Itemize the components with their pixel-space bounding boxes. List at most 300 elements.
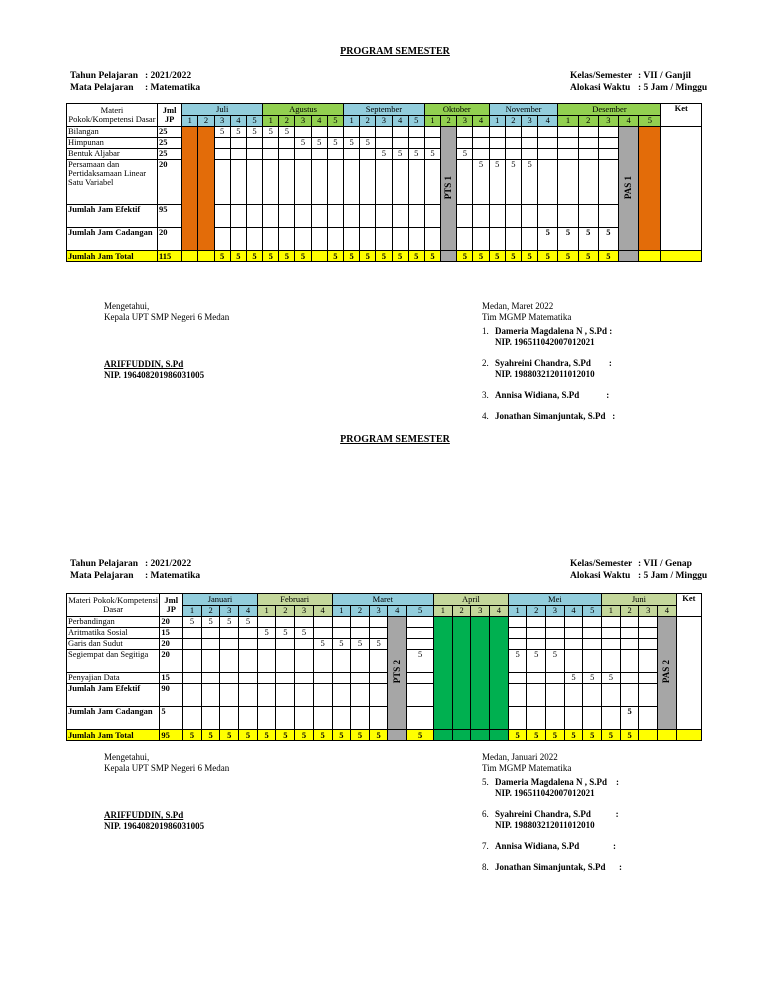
header-months <box>67 104 702 116</box>
week-cell: 5 <box>214 127 230 138</box>
week-cell <box>527 684 546 707</box>
week-cell <box>351 673 370 684</box>
total-ket <box>676 730 701 741</box>
week-cell <box>239 673 258 684</box>
week-cell <box>639 673 658 684</box>
week-cell <box>351 707 370 730</box>
week-number: 2 <box>279 115 295 127</box>
kepala-sekolah-title: Kepala UPT SMP Negeri 6 Medan <box>104 763 230 773</box>
total-cell: 5 <box>522 251 538 262</box>
member-number: 6. <box>482 809 489 819</box>
week-cell <box>522 138 538 149</box>
team-members <box>482 777 742 873</box>
team-member <box>482 390 742 401</box>
row-materi: Jumlah Jam Efektif <box>67 684 160 707</box>
alokasi-value: : 5 Jam / Minggu <box>638 83 708 93</box>
header-ket: Ket <box>661 104 702 127</box>
week-cell: 5 <box>311 138 327 149</box>
total-cell: 5 <box>276 730 295 741</box>
week-cell <box>246 138 262 149</box>
week-cell <box>201 684 220 707</box>
week-cell <box>620 617 639 628</box>
week-cell <box>327 160 343 205</box>
week-cell <box>424 228 440 251</box>
week-cell <box>473 228 489 251</box>
week-cell <box>276 650 295 673</box>
row-jp: 95 <box>157 205 181 228</box>
tahun-label: Tahun Pelajaran <box>70 71 139 81</box>
week-cell: 5 <box>332 639 351 650</box>
total-cell: 5 <box>407 730 434 741</box>
week-cell: 5 <box>407 650 434 673</box>
total-cell: 5 <box>602 730 621 741</box>
total-cell: 5 <box>360 251 376 262</box>
week-number: 2 <box>276 605 295 617</box>
total-cell <box>441 251 457 262</box>
total-cell: 5 <box>313 730 332 741</box>
week-cell <box>351 617 370 628</box>
total-row <box>67 251 702 262</box>
holiday-column <box>639 127 661 251</box>
week-cell <box>489 127 505 138</box>
week-cell: 5 <box>558 228 578 251</box>
row-jp: 20 <box>160 617 183 628</box>
week-number: 3 <box>598 115 618 127</box>
row-jp: 90 <box>160 684 183 707</box>
week-cell <box>558 160 578 205</box>
meta-left-1 <box>70 70 200 94</box>
week-cell: 5 <box>578 228 598 251</box>
week-number: 4 <box>619 115 639 127</box>
team-member <box>482 841 742 852</box>
member-name: Annisa Widiana, S.Pd : <box>495 841 616 851</box>
holiday-column <box>198 127 214 251</box>
week-cell: 5 <box>505 160 521 205</box>
week-cell <box>295 684 314 707</box>
week-cell <box>546 628 565 639</box>
week-number: 2 <box>360 115 376 127</box>
week-cell <box>620 684 639 707</box>
week-number: 1 <box>508 605 527 617</box>
week-cell <box>369 673 388 684</box>
total-cell <box>182 251 198 262</box>
week-cell <box>376 127 392 138</box>
week-cell <box>230 138 246 149</box>
week-cell <box>239 707 258 730</box>
week-cell <box>332 707 351 730</box>
alokasi-label: Alokasi Waktu <box>570 571 631 581</box>
week-cell <box>578 149 598 160</box>
week-cell: 5 <box>376 149 392 160</box>
week-number: 2 <box>527 605 546 617</box>
week-cell <box>246 149 262 160</box>
week-cell <box>620 673 639 684</box>
week-cell <box>183 684 202 707</box>
table-row <box>67 650 702 673</box>
total-cell: 5 <box>344 251 360 262</box>
week-cell <box>522 149 538 160</box>
holiday-column <box>452 617 471 730</box>
week-cell: 5 <box>360 138 376 149</box>
week-cell: 5 <box>546 650 565 673</box>
week-cell <box>598 160 618 205</box>
header-months <box>67 594 702 606</box>
week-cell <box>214 149 230 160</box>
week-cell <box>408 228 424 251</box>
member-nip: NIP. 196511042007012021 <box>495 788 595 798</box>
week-number: 4 <box>313 605 332 617</box>
team-member <box>482 411 742 422</box>
kepala-sekolah-name: ARIFFUDDIN, S.Pd <box>104 359 184 369</box>
week-cell <box>360 228 376 251</box>
week-cell <box>508 707 527 730</box>
left-signature-1 <box>104 301 229 381</box>
week-cell <box>295 650 314 673</box>
team-member <box>482 326 742 337</box>
member-name: Annisa Widiana, S.Pd : <box>495 390 610 400</box>
total-cell: 5 <box>332 730 351 741</box>
week-cell <box>564 650 583 673</box>
row-materi: Jumlah Jam Efektif <box>67 205 158 228</box>
week-number: 5 <box>246 115 262 127</box>
week-cell <box>407 707 434 730</box>
holiday-column <box>490 617 509 730</box>
week-cell <box>276 617 295 628</box>
week-cell <box>489 228 505 251</box>
total-cell <box>198 251 214 262</box>
week-cell <box>538 138 558 149</box>
team-member <box>482 862 742 873</box>
week-cell <box>639 617 658 628</box>
week-cell <box>332 684 351 707</box>
week-cell <box>376 138 392 149</box>
mapel-label: Mata Pelajaran <box>70 83 134 93</box>
week-cell <box>522 205 538 228</box>
month-juli: Juli <box>182 104 263 116</box>
week-cell: 5 <box>344 138 360 149</box>
week-cell <box>424 205 440 228</box>
week-number: 1 <box>182 115 198 127</box>
row-materi: Garis dan Sudut <box>67 639 160 650</box>
header-materi: Materi Pokok/Kompetensi Dasar <box>67 594 160 617</box>
week-cell: 5 <box>279 127 295 138</box>
pas-column <box>658 617 677 730</box>
week-cell <box>360 160 376 205</box>
total-cell <box>619 251 639 262</box>
kepala-sekolah-name: ARIFFUDDIN, S.Pd <box>104 810 184 820</box>
week-cell <box>295 707 314 730</box>
total-cell: 5 <box>257 730 276 741</box>
week-cell <box>295 127 311 138</box>
header-jml: Jml JP <box>160 594 183 617</box>
week-number: 3 <box>214 115 230 127</box>
week-cell <box>239 628 258 639</box>
week-cell <box>295 205 311 228</box>
week-cell <box>392 228 408 251</box>
week-cell <box>220 684 239 707</box>
week-cell <box>564 617 583 628</box>
total-cell: 5 <box>239 730 258 741</box>
week-cell <box>214 138 230 149</box>
week-cell: 5 <box>295 138 311 149</box>
week-cell <box>578 205 598 228</box>
week-number: 2 <box>452 605 471 617</box>
week-cell <box>558 138 578 149</box>
row-materi: Bentuk Aljabar <box>67 149 158 160</box>
pts-column <box>388 617 407 730</box>
total-cell: 5 <box>392 251 408 262</box>
week-cell: 5 <box>598 228 618 251</box>
mapel-value: : Matematika <box>145 571 201 581</box>
row-jp: 20 <box>160 650 183 673</box>
week-cell: 5 <box>239 617 258 628</box>
week-cell <box>295 160 311 205</box>
week-cell <box>276 707 295 730</box>
week-cell <box>239 639 258 650</box>
month-juni: Juni <box>602 594 677 606</box>
week-cell <box>538 127 558 138</box>
week-cell <box>407 628 434 639</box>
week-cell <box>408 160 424 205</box>
total-label: Jumlah Jam Total <box>67 251 158 262</box>
week-cell <box>257 707 276 730</box>
week-cell <box>489 149 505 160</box>
week-cell <box>639 639 658 650</box>
week-cell <box>344 149 360 160</box>
header-jml: Jml JP <box>157 104 181 127</box>
place-date: Medan, Maret 2022 <box>482 301 554 311</box>
week-cell <box>620 650 639 673</box>
total-cell: 5 <box>457 251 473 262</box>
week-cell <box>313 673 332 684</box>
member-nip: NIP. 198803212011012010 <box>495 820 595 830</box>
week-number: 1 <box>344 115 360 127</box>
week-number: 1 <box>558 115 578 127</box>
week-cell <box>620 639 639 650</box>
week-cell: 5 <box>424 149 440 160</box>
week-cell <box>489 138 505 149</box>
pas-column-label: PAS 2 <box>661 660 672 684</box>
member-name: Syahreini Chandra, S.Pd : <box>495 358 612 368</box>
week-cell <box>564 628 583 639</box>
week-number: 4 <box>388 605 407 617</box>
week-cell <box>279 138 295 149</box>
week-number: 3 <box>376 115 392 127</box>
week-number: 2 <box>198 115 214 127</box>
week-cell: 5 <box>527 650 546 673</box>
week-cell <box>263 160 279 205</box>
week-cell <box>457 160 473 205</box>
week-cell: 5 <box>263 127 279 138</box>
week-cell <box>527 673 546 684</box>
total-cell: 5 <box>369 730 388 741</box>
week-cell: 5 <box>392 149 408 160</box>
week-cell <box>602 650 621 673</box>
week-cell <box>527 628 546 639</box>
week-cell <box>598 149 618 160</box>
member-number: 7. <box>482 841 489 851</box>
week-cell <box>230 228 246 251</box>
week-cell <box>546 707 565 730</box>
week-number: 2 <box>351 605 370 617</box>
week-cell <box>246 160 262 205</box>
row-jp: 20 <box>160 639 183 650</box>
kepala-sekolah-title: Kepala UPT SMP Negeri 6 Medan <box>104 312 230 322</box>
week-cell <box>620 628 639 639</box>
week-cell <box>344 205 360 228</box>
member-number: 2. <box>482 358 489 368</box>
member-number: 4. <box>482 411 489 421</box>
month-februari: Februari <box>257 594 332 606</box>
semester-table-1 <box>66 103 702 262</box>
week-cell <box>313 617 332 628</box>
total-cell <box>490 730 509 741</box>
week-cell <box>369 628 388 639</box>
right-signature-2 <box>482 752 742 873</box>
week-cell <box>408 127 424 138</box>
week-cell <box>407 673 434 684</box>
week-cell: 5 <box>351 639 370 650</box>
week-cell <box>558 149 578 160</box>
month-maret: Maret <box>332 594 434 606</box>
member-number: 5. <box>482 777 489 787</box>
week-cell <box>327 205 343 228</box>
week-number: 3 <box>522 115 538 127</box>
member-nip: NIP. 198803212011012010 <box>495 369 595 379</box>
week-cell: 5 <box>564 673 583 684</box>
total-cell: 5 <box>508 730 527 741</box>
total-row <box>67 730 702 741</box>
team-members <box>482 326 742 422</box>
table-row <box>67 205 702 228</box>
week-cell <box>508 673 527 684</box>
week-cell <box>583 650 602 673</box>
week-cell <box>246 228 262 251</box>
week-number: 2 <box>620 605 639 617</box>
week-cell <box>505 228 521 251</box>
table-row <box>67 628 702 639</box>
total-cell: 5 <box>327 251 343 262</box>
week-cell <box>295 149 311 160</box>
week-cell: 5 <box>230 127 246 138</box>
header-ket: Ket <box>676 594 701 617</box>
week-cell: 5 <box>602 673 621 684</box>
week-number: 4 <box>490 605 509 617</box>
tahun-label: Tahun Pelajaran <box>70 559 139 569</box>
week-cell <box>369 684 388 707</box>
total-cell <box>639 251 661 262</box>
week-cell: 5 <box>327 138 343 149</box>
week-number: 4 <box>239 605 258 617</box>
team-member <box>482 809 742 820</box>
week-number: 1 <box>434 605 453 617</box>
week-number: 3 <box>369 605 388 617</box>
pas-column-label: PAS 1 <box>623 175 634 200</box>
week-cell: 5 <box>522 160 538 205</box>
week-cell <box>360 205 376 228</box>
week-number: 5 <box>639 115 661 127</box>
week-cell <box>369 650 388 673</box>
pts-column-label: PTS 1 <box>443 175 454 200</box>
week-cell <box>332 617 351 628</box>
total-cell: 5 <box>214 251 230 262</box>
page-title-1: PROGRAM SEMESTER <box>340 46 450 57</box>
week-cell <box>546 684 565 707</box>
place-date: Medan, Januari 2022 <box>482 752 558 762</box>
row-jp: 5 <box>160 707 183 730</box>
week-cell <box>239 650 258 673</box>
week-cell <box>369 617 388 628</box>
week-cell: 5 <box>508 650 527 673</box>
row-materi: Persamaan dan Pertidaksamaan Linear Satu Variabel <box>67 160 158 205</box>
week-cell <box>183 639 202 650</box>
total-cell: 5 <box>424 251 440 262</box>
week-cell <box>583 707 602 730</box>
week-cell <box>311 228 327 251</box>
week-number: 1 <box>257 605 276 617</box>
week-cell <box>602 628 621 639</box>
week-number: 2 <box>441 115 457 127</box>
week-cell <box>564 707 583 730</box>
week-cell <box>214 228 230 251</box>
week-number: 5 <box>407 605 434 617</box>
week-cell <box>344 127 360 138</box>
table-row <box>67 673 702 684</box>
kelas-value: : VII / Ganjil <box>638 71 691 81</box>
week-cell: 5 <box>408 149 424 160</box>
week-number: 4 <box>658 605 677 617</box>
total-ket <box>661 251 702 262</box>
week-number: 1 <box>332 605 351 617</box>
week-cell: 5 <box>257 628 276 639</box>
week-cell <box>360 127 376 138</box>
week-cell: 5 <box>183 617 202 628</box>
week-cell <box>313 628 332 639</box>
week-cell <box>392 138 408 149</box>
week-cell <box>327 127 343 138</box>
header-materi: Materi Pokok/Kompetensi Dasar <box>67 104 158 127</box>
week-cell <box>392 205 408 228</box>
week-cell <box>257 617 276 628</box>
week-cell <box>295 228 311 251</box>
total-cell: 5 <box>578 251 598 262</box>
week-cell <box>246 205 262 228</box>
week-cell <box>505 205 521 228</box>
total-cell: 5 <box>620 730 639 741</box>
week-cell: 5 <box>583 673 602 684</box>
week-cell <box>201 650 220 673</box>
week-cell <box>457 205 473 228</box>
table-row <box>67 149 702 160</box>
week-cell <box>505 127 521 138</box>
total-cell: 5 <box>295 730 314 741</box>
row-jp: 25 <box>157 127 181 138</box>
month-januari: Januari <box>183 594 258 606</box>
week-cell <box>263 149 279 160</box>
team-member <box>482 777 742 788</box>
week-cell <box>508 684 527 707</box>
week-cell <box>522 127 538 138</box>
week-cell <box>220 628 239 639</box>
week-cell <box>327 149 343 160</box>
week-cell <box>230 149 246 160</box>
week-number: 5 <box>583 605 602 617</box>
week-cell <box>263 205 279 228</box>
week-number: 3 <box>220 605 239 617</box>
week-number: 3 <box>295 605 314 617</box>
week-cell: 5 <box>538 228 558 251</box>
total-cell: 5 <box>230 251 246 262</box>
